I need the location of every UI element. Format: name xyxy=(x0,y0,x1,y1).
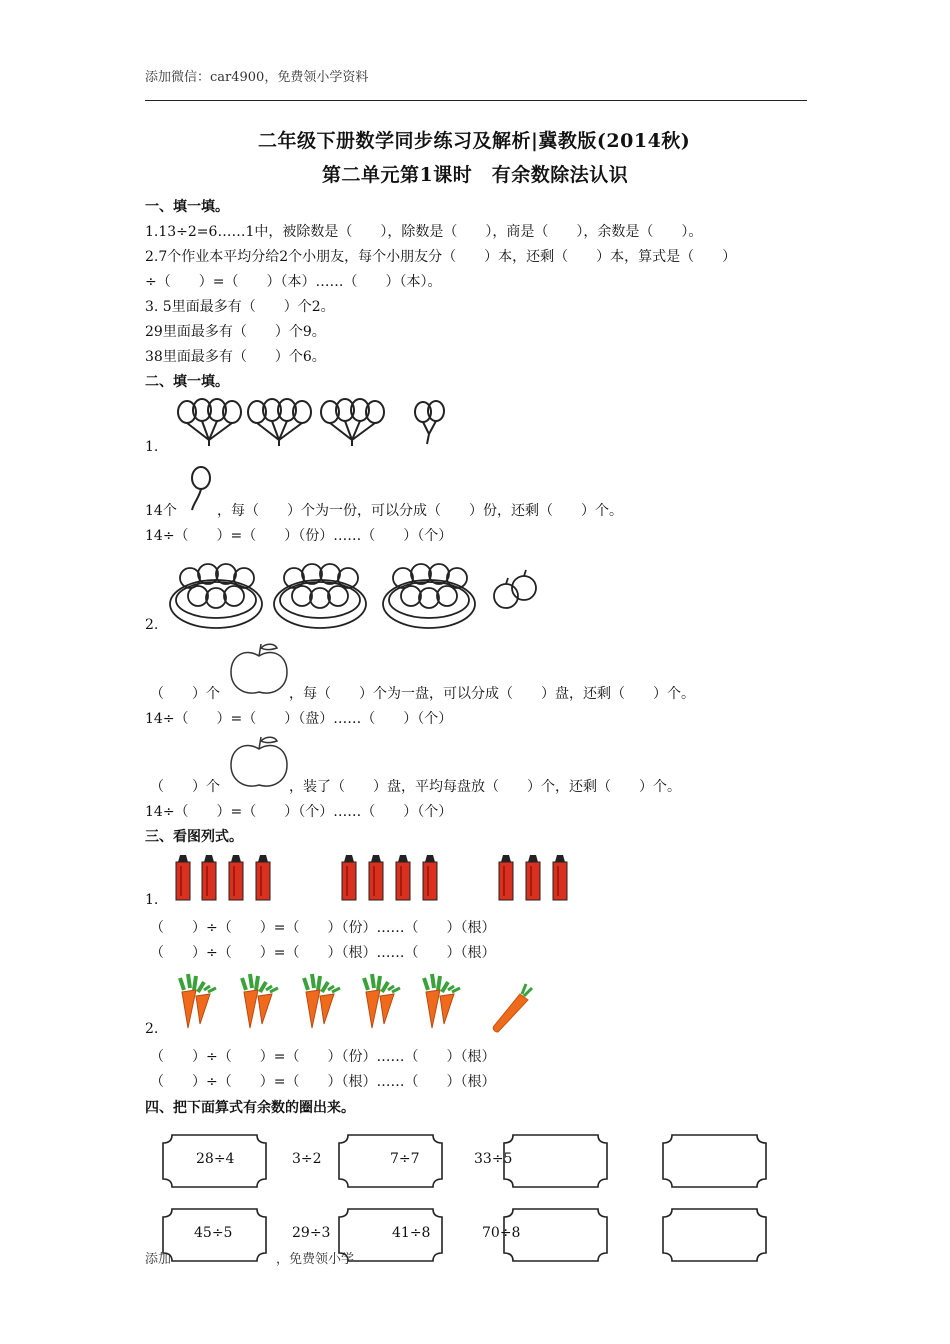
expression-item[interactable]: 7÷7 xyxy=(390,1151,420,1167)
section2-heading: 二、填一填。 xyxy=(145,374,229,390)
s1-line-1: 1.13÷2=6……1中，被除数是（ ），除数是（ ），商是（ ），余数是（ ）。 xyxy=(145,224,703,240)
s2-q2-line-b: 14÷（ ）=（ ）（盘）……（ ）（个） xyxy=(145,711,453,727)
s2-q1-line-a-suffix: ，每（ ）个为一份，可以分成（ ）份，还剩（ ）个。 xyxy=(217,503,623,519)
expression-item[interactable]: 3÷2 xyxy=(292,1151,322,1167)
s2-q2-line-c-prefix: （ ）个 xyxy=(150,779,220,795)
s3-q2-number: 2. xyxy=(145,1021,159,1037)
s3-q1-line-a: （ ）÷（ ）=（ ）（份）……（ ）（根） xyxy=(150,920,496,936)
apple-icon xyxy=(229,640,289,698)
s2-q2-number: 2. xyxy=(145,617,159,633)
s2-q2-line-a-suffix: ，每（ ）个为一盘，可以分成（ ）盘，还剩（ ）个。 xyxy=(289,686,695,702)
s2-q1-number: 1. xyxy=(145,439,159,455)
section1-heading: 一、填一填。 xyxy=(145,199,229,215)
s1-line-2: 2.7个作业本平均分给2个小朋友，每个小朋友分（ ）本，还剩（ ）本，算式是（ ） xyxy=(145,249,737,265)
page-header: 添加微信：car4900，免费领小学资料 xyxy=(145,70,369,85)
s2-q1-line-b: 14÷（ ）=（ ）（份）……（ ）（个） xyxy=(145,528,453,544)
s1-line-3: ÷（ ）=（ ）（本）……（ ）（本）。 xyxy=(145,274,442,290)
s3-q2-line-b: （ ）÷（ ）=（ ）（根）……（ ）（根） xyxy=(150,1074,496,1090)
carrots-illustration xyxy=(174,972,544,1034)
footer-text-left: 添加 xyxy=(145,1252,172,1267)
expression-frame xyxy=(662,1208,767,1262)
s1-line-4: 3. 5里面最多有（ ）个2。 xyxy=(145,299,335,315)
s2-q2-line-a-prefix: （ ）个 xyxy=(150,686,220,702)
markers-illustration xyxy=(174,852,574,902)
expression-item[interactable]: 41÷8 xyxy=(392,1225,431,1241)
header-rule xyxy=(145,100,807,101)
balloons-illustration xyxy=(175,398,455,448)
apple-plates-illustration xyxy=(168,556,548,632)
expression-item[interactable]: 29÷3 xyxy=(292,1225,331,1241)
single-balloon-icon xyxy=(186,466,216,512)
doc-subtitle: 第二单元第1课时 有余数除法认识 xyxy=(322,164,629,186)
expression-frame xyxy=(662,1134,767,1188)
expression-item[interactable]: 33÷5 xyxy=(474,1151,513,1167)
s2-q1-line-a-prefix: 14个 xyxy=(145,503,177,519)
s3-q1-number: 1. xyxy=(145,892,159,908)
footer-text-right: ，免费领小学 xyxy=(276,1252,355,1267)
s3-q2-line-a: （ ）÷（ ）=（ ）（份）……（ ）（根） xyxy=(150,1049,496,1065)
expression-item[interactable]: 70÷8 xyxy=(482,1225,521,1241)
s3-q1-line-b: （ ）÷（ ）=（ ）（根）……（ ）（根） xyxy=(150,945,496,961)
expression-frame xyxy=(503,1134,608,1188)
s1-line-6: 38里面最多有（ ）个6。 xyxy=(145,349,326,365)
expression-item[interactable]: 45÷5 xyxy=(194,1225,233,1241)
apple-icon xyxy=(229,733,289,791)
s1-line-5: 29里面最多有（ ）个9。 xyxy=(145,324,326,340)
s2-q2-line-c-suffix: ，装了（ ）盘，平均每盘放（ ）个，还剩（ ）个。 xyxy=(289,779,681,795)
section4-heading: 四、把下面算式有余数的圈出来。 xyxy=(145,1100,355,1116)
doc-title: 二年级下册数学同步练习及解析|冀教版(2014秋) xyxy=(258,130,691,152)
s2-q2-line-d: 14÷（ ）=（ ）（个）……（ ）（个） xyxy=(145,804,453,820)
section3-heading: 三、看图列式。 xyxy=(145,829,243,845)
expression-item[interactable]: 28÷4 xyxy=(196,1151,235,1167)
